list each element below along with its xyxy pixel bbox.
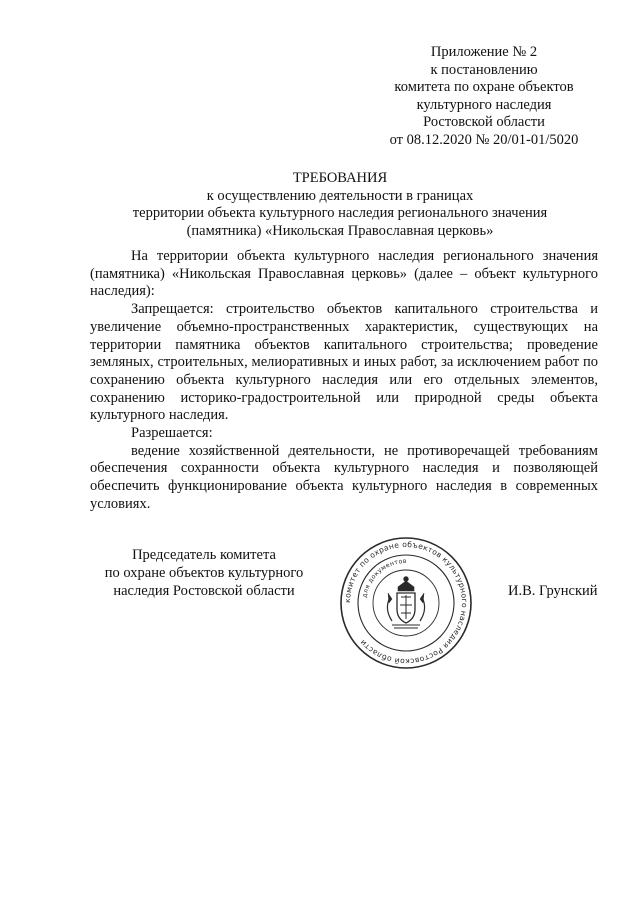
body-paragraph: Запрещается: строительство объектов капитального строительства и увеличение объемно-пространственных характеристик, существующих на территории памятника объектов капитального строительства; проведение земляных, строительных, мелиоративных и иных работ, за исключением работ по сохранению объекта культурного наследия или его отдельных элементов, сохранению историко-градостроительной или природной среды объекта культурного наследия. xyxy=(90,301,598,424)
appendix-line: Ростовской области xyxy=(423,114,545,131)
appendix-line: к постановлению xyxy=(430,61,538,78)
title-heading: ТРЕБОВАНИЯ xyxy=(292,170,388,186)
title-line: (памятника) «Никольская Православная церковь» xyxy=(186,222,494,239)
document-title xyxy=(40,170,640,240)
title-line: к осуществлению деятельности в границах xyxy=(206,187,474,204)
body-paragraph: ведение хозяйственной деятельности, не противоречащей требованиям обеспечения сохранности объекта культурного наследия и позволяющей обеспечить функционирование объекта культурного наследия в современных условиях. xyxy=(90,442,598,512)
seal-inner-text: для документов xyxy=(361,557,407,599)
document-body xyxy=(90,248,598,514)
seal-outer-text: комитет по охране объектов культурного наследия Ростовской области xyxy=(342,539,470,667)
signatory-name: И.В. Грунский xyxy=(508,583,598,599)
position-line: наследия Ростовской области xyxy=(113,582,295,599)
appendix-line: от 08.12.2020 № 20/01-01/5020 xyxy=(389,131,579,148)
title-line: территории объекта культурного наследия регионального значения xyxy=(132,205,548,221)
position-line: по охране объектов культурного xyxy=(104,564,304,581)
appendix-line: комитета по охране объектов xyxy=(394,79,574,96)
official-seal xyxy=(338,535,474,671)
appendix-header xyxy=(360,44,608,150)
body-paragraph: На территории объекта культурного наследия регионального значения (памятника) «Никольская Православная церковь» (далее – объект культурного наследия): xyxy=(90,248,598,300)
coat-of-arms-icon xyxy=(387,577,424,628)
appendix-line: Приложение № 2 xyxy=(430,44,538,60)
appendix-line: культурного наследия xyxy=(416,96,552,113)
position-line: Председатель комитета xyxy=(132,547,276,563)
signatory-position xyxy=(70,547,338,600)
body-paragraph: Разрешается: xyxy=(131,425,213,442)
